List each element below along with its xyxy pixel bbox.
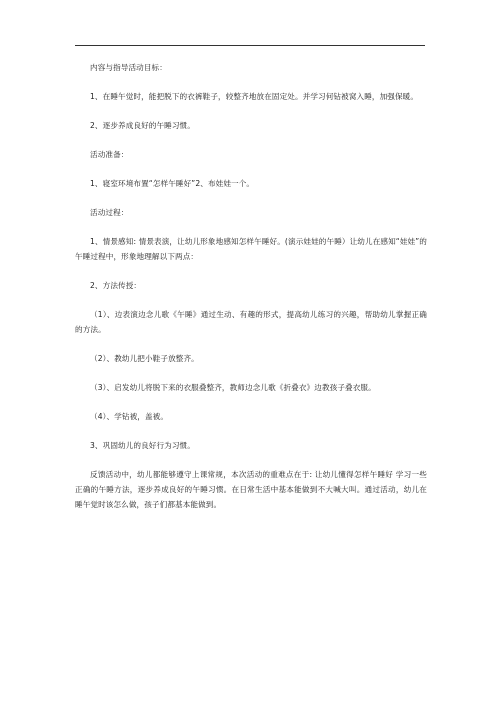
document-body <box>75 60 427 526</box>
method-item-2: （2）、教幼儿把小鞋子放整齐。 <box>90 354 199 363</box>
header-rule <box>75 45 425 46</box>
method-item-3: （3）、启发幼儿将脱下来的衣服叠整齐，教师边念儿歌《折叠衣》边教孩子叠衣服。 <box>90 383 376 392</box>
feedback-paragraph: 反馈活动中，幼儿都能够遵守上课常规，本次活动的重难点在于: 让幼儿懂得怎样午睡好 学习一些正确的午睡方法，逐步养成良好的午睡习惯。在日常生活中基本能做到不大喊大叫。通过活动，幼儿在睡午觉时该怎么做，孩子们都基本能做到。 <box>75 470 427 509</box>
section-heading-goals: 内容与指导活动目标： <box>90 63 167 72</box>
section-heading-preparation: 活动准备： <box>90 150 129 159</box>
process-step-2: 2、方法传授： <box>90 281 142 290</box>
goal-item-1: 1、在睡午觉时，能把脱下的衣裤鞋子，较整齐地放在固定处。并学习何钻被窝入睡，加强保暖。 <box>90 92 419 101</box>
process-step-3: 3、巩固幼儿的良好行为习惯。 <box>90 441 195 450</box>
process-step-1: 1、情景感知: 情景表演，让幼儿形象地感知怎样午睡好。(演示娃娃的午睡）让幼儿在感知“娃娃”的午睡过程中，形象地理解以下两点： <box>75 237 427 261</box>
method-item-1: （1）、边表演边念儿歌《午睡》通过生动、有趣的形式，提高幼儿练习的兴趣，帮助幼儿掌握正确的方法。 <box>75 310 427 334</box>
preparation-item: 1、寝室环境布置“怎样午睡好”2、布娃娃一个。 <box>90 179 255 188</box>
section-heading-process: 活动过程： <box>90 208 129 217</box>
goal-item-2: 2、逐步养成良好的午睡习惯。 <box>90 121 195 130</box>
method-item-4: （4）、学钻被，盖被。 <box>90 412 169 421</box>
